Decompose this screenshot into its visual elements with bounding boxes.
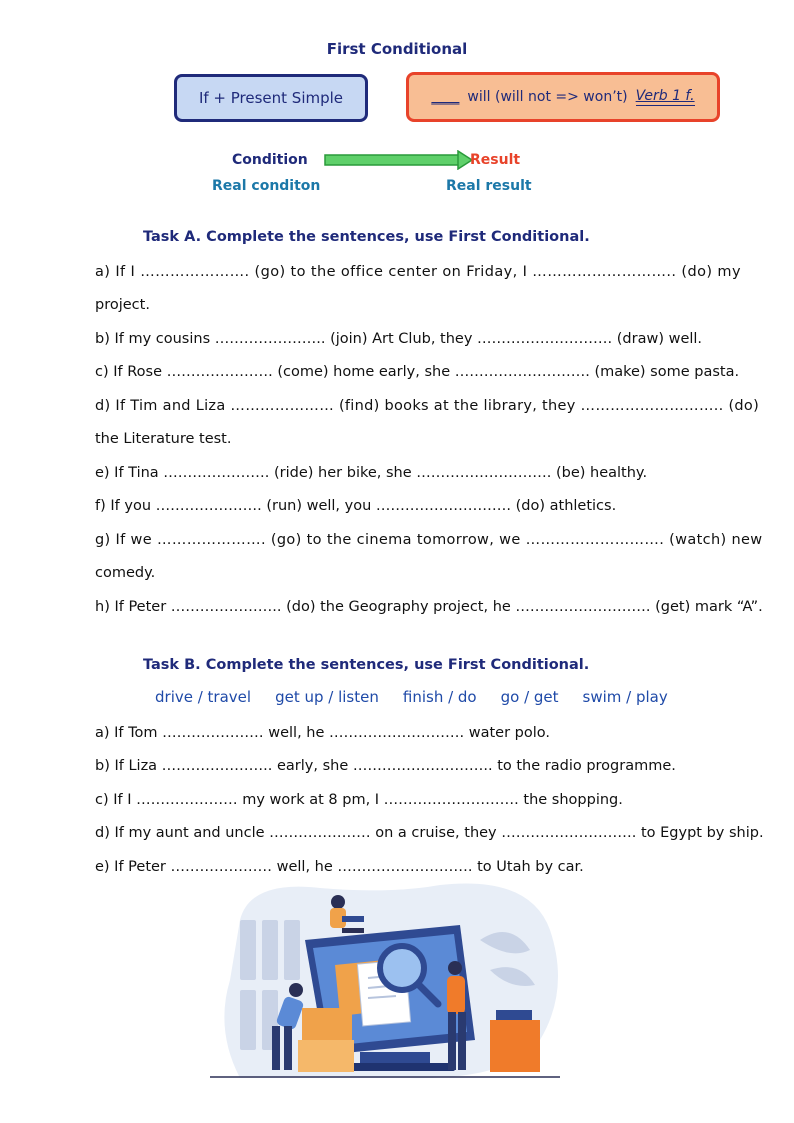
condition-formula-box (174, 74, 368, 122)
task-a-line-a2: project. (95, 297, 150, 313)
task-a-line-b: b) If my cousins ………………….. (join) Art Club, they ………………………. (draw) well. (95, 331, 703, 347)
page-title: First Conditional (326, 40, 468, 58)
task-a-heading: Task A. Complete the sentences, use First Conditional. (143, 229, 590, 245)
result-verb: Verb 1 f. (635, 88, 695, 104)
condition-label: Condition (232, 152, 308, 168)
result-formula-box (406, 72, 720, 122)
task-a-line-h: h) If Peter ………………….. (do) the Geography project, he ………………………. (get) mark “A”. (95, 599, 763, 615)
task-a-line-d2: the Literature test. (95, 431, 232, 447)
result-label: Result (470, 152, 521, 168)
task-b-line-c: c) If I ………………… my work at 8 pm, I ………………………. the shopping. (95, 792, 623, 808)
arrow-icon (324, 150, 474, 170)
real-condition-label: Real conditon (212, 178, 321, 194)
result-blank: ____ (431, 89, 460, 105)
task-a-line-f: f) If you …………………. (run) well, you ………………………. (do) athletics. (95, 498, 617, 514)
task-a-line-e: e) If Tina …………………. (ride) her bike, she ………………………. (be) healthy. (95, 465, 648, 481)
task-a-line-c: c) If Rose …………………. (come) home early, she ………………………. (make) some pasta. (95, 364, 740, 380)
task-b-line-e: e) If Peter ………………… well, he ………………………. to Utah by car. (95, 859, 584, 875)
task-a-line-d1: d) If Tim and Liza ………………… (find) books at the library, they ……………………….. (do) (95, 398, 760, 414)
task-b-line-a: a) If Tom ………………… well, he ………………………. water polo. (95, 725, 550, 741)
task-a-line-g1: g) If we …………………. (go) to the cinema tomorrow, we ………………………. (watch) new (95, 532, 763, 548)
word-bank-item: get up / listen (275, 688, 379, 706)
task-b-line-b: b) If Liza ………………….. early, she ……………………….. to the radio programme. (95, 758, 676, 774)
condition-formula-text: If + Present Simple (198, 89, 344, 107)
task-b-line-d: d) If my aunt and uncle ………………… on a cruise, they ………………………. to Egypt by ship. (95, 825, 764, 841)
word-bank (155, 688, 668, 706)
word-bank-item: drive / travel (155, 688, 252, 706)
word-bank-item: swim / play (582, 688, 668, 706)
result-formula-text: will (will not => won’t) (467, 89, 628, 105)
word-bank-item: finish / do (402, 688, 477, 706)
word-bank-item: go / get (500, 688, 559, 706)
office-illustration (210, 880, 570, 1085)
real-result-label: Real result (446, 178, 532, 194)
task-b-heading: Task B. Complete the sentences, use First Conditional. (143, 657, 590, 673)
task-a-line-a1: a) If I …………………. (go) to the office center on Friday, I ……………………….. (do) my (95, 264, 741, 280)
task-a-line-g2: comedy. (95, 565, 156, 581)
